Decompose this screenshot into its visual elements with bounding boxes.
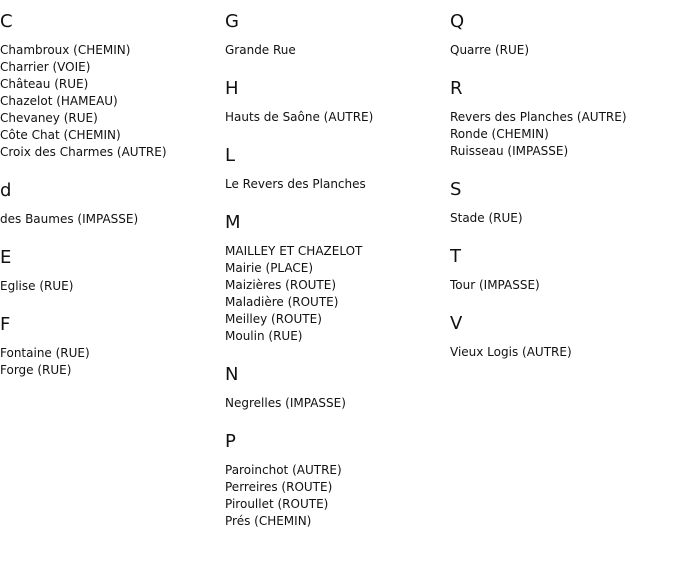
- letter-group-d: [0, 179, 225, 228]
- street-list: [225, 109, 450, 126]
- letter-heading: F: [0, 314, 11, 335]
- letter-heading: R: [450, 78, 463, 99]
- letter-heading: V: [450, 313, 463, 334]
- street-item[interactable]: Perreires (ROUTE): [225, 480, 333, 494]
- letter-group-t: [450, 245, 675, 294]
- letter-group-r: [450, 77, 675, 160]
- street-item[interactable]: Revers des Planches (AUTRE): [450, 110, 627, 124]
- letter-group-l: [225, 144, 450, 193]
- letter-group-h: [225, 77, 450, 126]
- street-item[interactable]: des Baumes (IMPASSE): [0, 212, 139, 226]
- street-item[interactable]: Grande Rue: [225, 43, 296, 57]
- letter-heading: G: [225, 11, 239, 32]
- letter-group-p: [225, 430, 450, 530]
- street-list: [450, 42, 675, 59]
- letter-group-q: [450, 10, 675, 59]
- index-column-1: [0, 10, 225, 379]
- street-item[interactable]: Tour (IMPASSE): [450, 278, 540, 292]
- letter-heading: H: [225, 78, 239, 99]
- street-item[interactable]: Mairie (PLACE): [225, 261, 314, 275]
- letter-group-f: [0, 313, 225, 379]
- street-item[interactable]: Hauts de Saône (AUTRE): [225, 110, 374, 124]
- letter-heading: d: [0, 180, 12, 201]
- street-item[interactable]: Paroinchot (AUTRE): [225, 463, 342, 477]
- letter-heading: S: [450, 179, 462, 200]
- street-item[interactable]: Stade (RUE): [450, 211, 523, 225]
- street-item[interactable]: Le Revers des Planches: [225, 177, 366, 191]
- street-list: [0, 42, 225, 161]
- index-column-2: [225, 10, 450, 530]
- street-item[interactable]: Chambroux (CHEMIN): [0, 43, 131, 57]
- letter-group-s: [450, 178, 675, 227]
- street-list: [450, 277, 675, 294]
- street-item[interactable]: Fontaine (RUE): [0, 346, 90, 360]
- street-item[interactable]: Quarre (RUE): [450, 43, 530, 57]
- street-item[interactable]: Vieux Logis (AUTRE): [450, 345, 572, 359]
- street-item[interactable]: Charrier (VOIE): [0, 60, 91, 74]
- street-list: [225, 462, 450, 530]
- street-item[interactable]: Forge (RUE): [0, 363, 72, 377]
- letter-heading: P: [225, 431, 236, 452]
- street-item[interactable]: Croix des Charmes (AUTRE): [0, 145, 167, 159]
- street-list: [225, 42, 450, 59]
- letter-heading: N: [225, 364, 239, 385]
- letter-heading: C: [0, 11, 13, 32]
- street-list: [450, 344, 675, 361]
- street-list: [0, 345, 225, 379]
- street-item[interactable]: Prés (CHEMIN): [225, 514, 312, 528]
- street-item[interactable]: Chazelot (HAMEAU): [0, 94, 118, 108]
- letter-group-v: [450, 312, 675, 361]
- street-item[interactable]: Piroullet (ROUTE): [225, 497, 329, 511]
- street-item[interactable]: Côte Chat (CHEMIN): [0, 128, 121, 142]
- letter-heading: M: [225, 212, 241, 233]
- street-list: [225, 243, 450, 345]
- street-item[interactable]: Negrelles (IMPASSE): [225, 396, 346, 410]
- letter-heading: T: [450, 246, 461, 267]
- street-list: [0, 211, 225, 228]
- street-item[interactable]: Ruisseau (IMPASSE): [450, 144, 569, 158]
- street-list: [225, 176, 450, 193]
- street-item[interactable]: MAILLEY ET CHAZELOT: [225, 244, 363, 258]
- street-list: [0, 278, 225, 295]
- street-item[interactable]: Maladière (ROUTE): [225, 295, 339, 309]
- street-item[interactable]: Chevaney (RUE): [0, 111, 98, 125]
- street-list: [450, 210, 675, 227]
- street-item[interactable]: Moulin (RUE): [225, 329, 303, 343]
- street-list: [450, 109, 675, 160]
- letter-group-e: [0, 246, 225, 295]
- letter-heading: Q: [450, 11, 465, 32]
- street-item[interactable]: Château (RUE): [0, 77, 89, 91]
- letter-group-c: [0, 10, 225, 161]
- letter-group-m: [225, 211, 450, 345]
- letter-group-g: [225, 10, 450, 59]
- street-list: [225, 395, 450, 412]
- letter-heading: L: [225, 145, 236, 166]
- street-item[interactable]: Meilley (ROUTE): [225, 312, 322, 326]
- street-item[interactable]: Ronde (CHEMIN): [450, 127, 549, 141]
- letter-group-n: [225, 363, 450, 412]
- index-column-3: [450, 10, 675, 361]
- letter-heading: E: [0, 247, 12, 268]
- street-item[interactable]: Maizières (ROUTE): [225, 278, 337, 292]
- street-item[interactable]: Eglise (RUE): [0, 279, 74, 293]
